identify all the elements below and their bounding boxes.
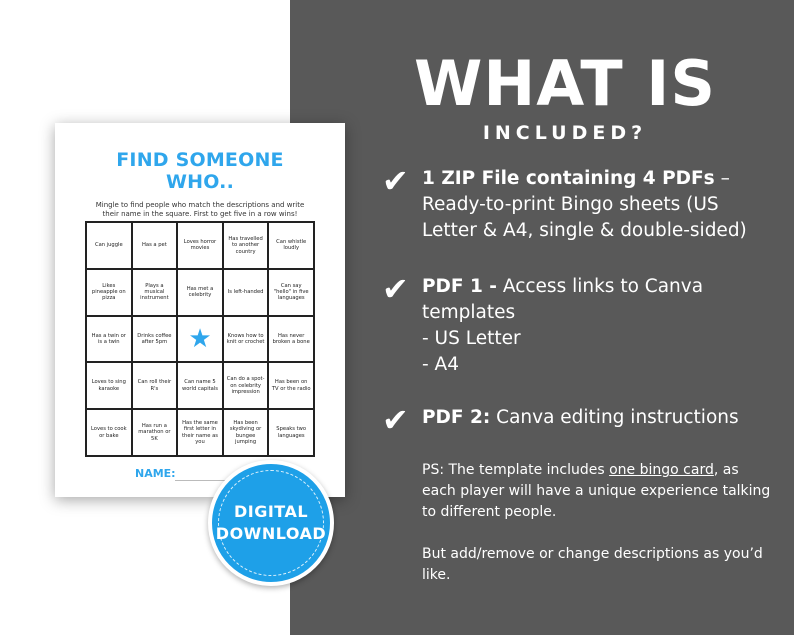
bingo-cell: Has met a celebrity	[177, 269, 223, 316]
sheet-title-line1: FIND SOMEONE	[116, 149, 284, 171]
bingo-grid	[85, 221, 315, 457]
bingo-cell: Knows how to knit or crochet	[223, 316, 269, 363]
bingo-cell: Has been on TV or the radio	[268, 362, 314, 409]
checkmark-icon: ✔	[382, 401, 409, 439]
bingo-cell: Can do a spot-on celebrity impression	[223, 362, 269, 409]
bingo-cell: Has been skydiving or bungee jumping	[223, 409, 269, 456]
badge-line1: DIGITAL	[233, 502, 309, 521]
bingo-cell: Has the same first letter in their name as you	[177, 409, 223, 456]
sheet-title	[55, 149, 345, 193]
free-space-cell	[177, 316, 223, 363]
bingo-cell: Has run a marathon or 5K	[132, 409, 178, 456]
bingo-cell: Likes pineapple on pizza	[86, 269, 132, 316]
checkmark-icon: ✔	[382, 162, 409, 200]
bingo-sheet-preview	[55, 123, 345, 497]
note-text: , as each player will have a unique experience talking to different people.	[422, 462, 771, 520]
note-underlined-text: one bingo card	[609, 462, 714, 478]
badge-line2: DOWNLOAD	[215, 524, 327, 543]
item-bold-text: 1 ZIP File containing 4 PDFs	[422, 168, 715, 189]
item-description: – Ready-to-print Bingo sheets (US Letter & A4, single & double-sided)	[422, 168, 747, 241]
name-label: NAME:	[135, 467, 176, 480]
bingo-cell: Has a twin or is a twin	[86, 316, 132, 363]
checkmark-icon: ✔	[382, 270, 409, 308]
star-icon: ★	[188, 323, 212, 354]
main-heading: WHAT IS	[413, 47, 717, 120]
item-text	[422, 166, 762, 244]
bingo-cell: Loves to sing karaoke	[86, 362, 132, 409]
bingo-cell: Can roll their R's	[132, 362, 178, 409]
sheet-instructions: Mingle to find people who match the descriptions and write their name in the square. First to get five in a row wins!	[95, 201, 305, 218]
item-bold-text: PDF 2:	[422, 407, 491, 428]
subheading: INCLUDED?	[482, 122, 648, 144]
item-sub-a4: - A4	[422, 354, 459, 375]
item-text	[422, 405, 762, 431]
sheet-title-line2: WHO..	[165, 171, 235, 193]
item-sub-us-letter: - US Letter	[422, 328, 521, 349]
bingo-cell: Can name 5 world capitals	[177, 362, 223, 409]
item-description: Canva editing instructions	[490, 407, 739, 428]
item-description: Access links to Canva templates	[422, 276, 704, 323]
item-bold-text: PDF 1 -	[422, 276, 497, 297]
bingo-cell: Drinks coffee after 5pm	[132, 316, 178, 363]
note-paragraph-2: But add/remove or change descriptions as you’d like.	[422, 546, 763, 583]
bingo-cell: Has travelled to another country	[223, 222, 269, 269]
item-text	[422, 274, 762, 378]
bingo-cell: Loves to cook or bake	[86, 409, 132, 456]
digital-download-badge	[208, 460, 334, 586]
bingo-cell: Can say "hello" in five languages	[268, 269, 314, 316]
bingo-cell: Loves horror movies	[177, 222, 223, 269]
note-paragraph-1	[422, 460, 772, 523]
bingo-cell: Has a pet	[132, 222, 178, 269]
bingo-cell: Has never broken a bone	[268, 316, 314, 363]
bingo-cell: Speaks two languages	[268, 409, 314, 456]
bingo-cell: Can whistle loudly	[268, 222, 314, 269]
note-text: PS: The template includes	[422, 462, 610, 478]
bingo-cell: Plays a musical instrument	[132, 269, 178, 316]
bingo-cell: Can juggle	[86, 222, 132, 269]
bingo-cell: Is left-handed	[223, 269, 269, 316]
